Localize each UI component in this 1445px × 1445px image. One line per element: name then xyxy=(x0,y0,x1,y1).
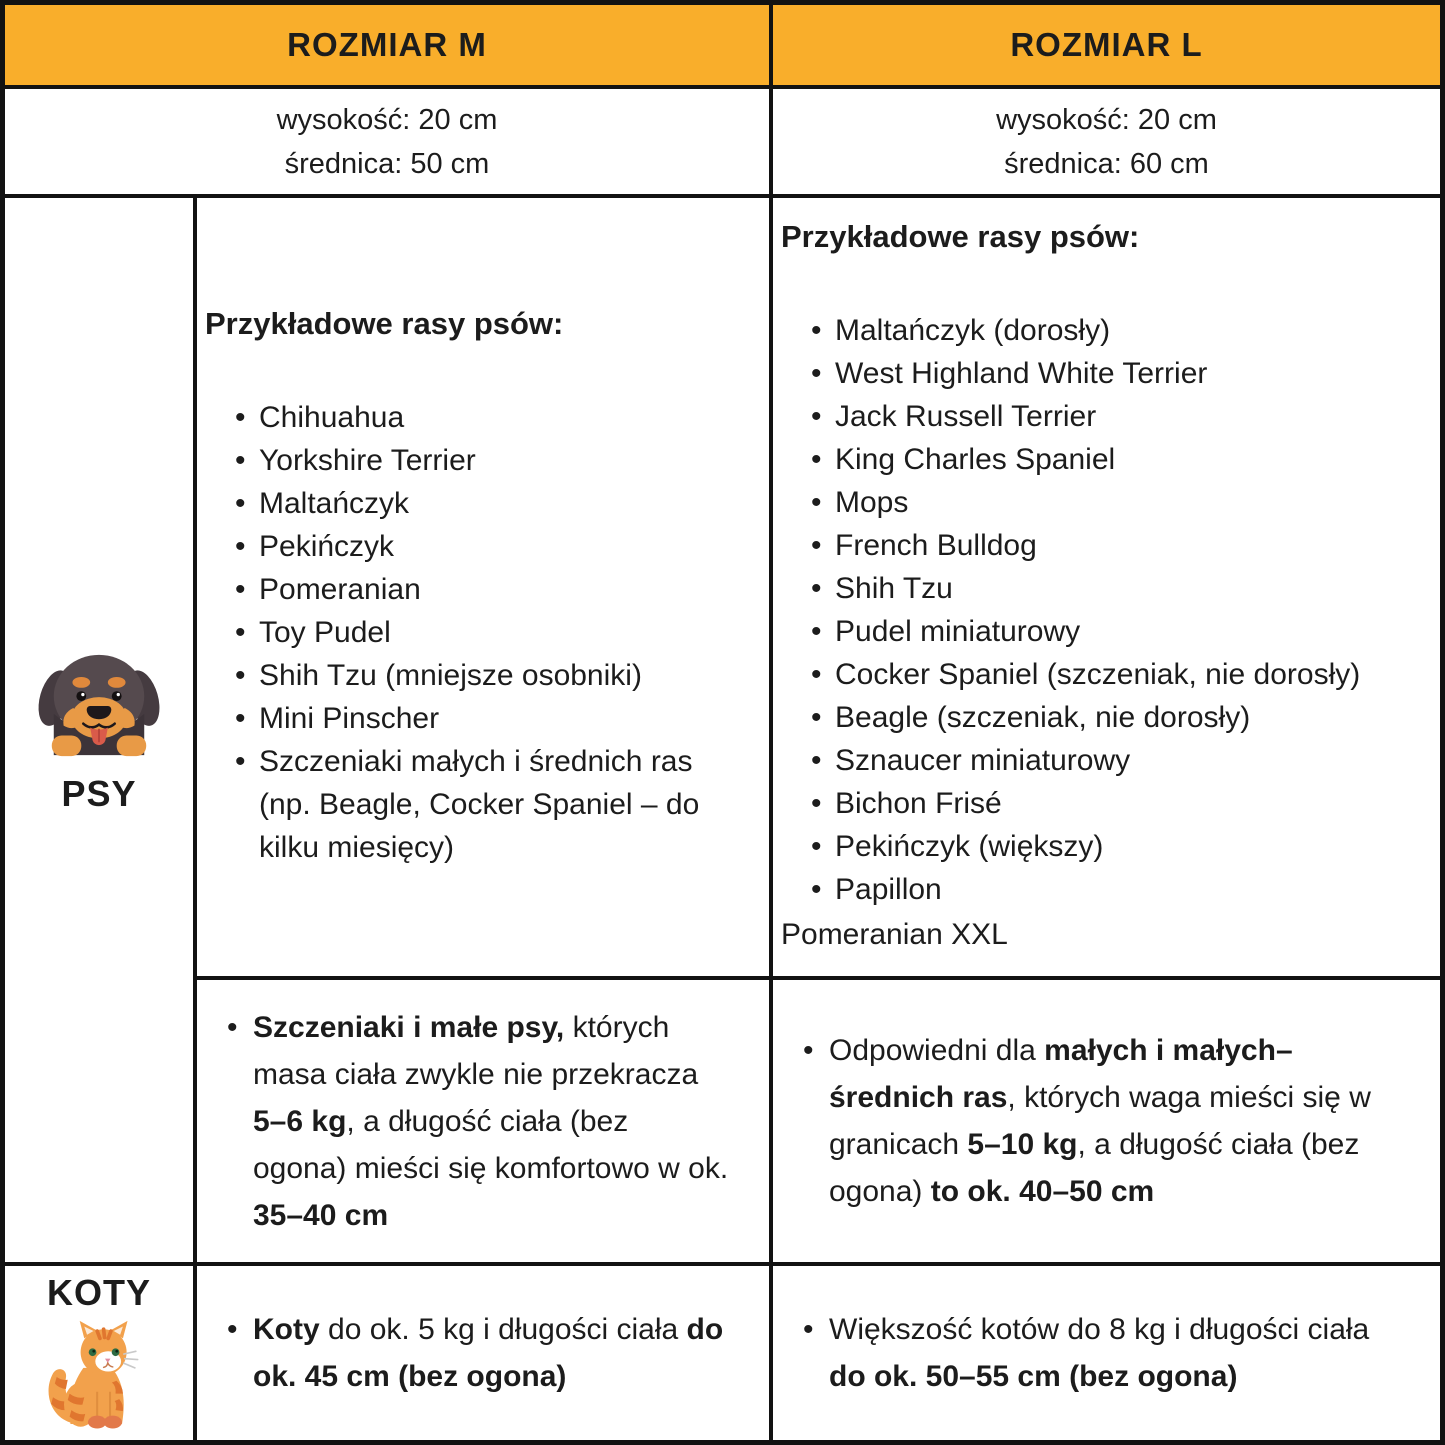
breed-list-item: • Toy Pudel xyxy=(233,611,745,654)
dimension-diameter-m: średnica: 50 cm xyxy=(284,147,490,180)
text-segment: 35–40 cm xyxy=(253,1198,389,1232)
fit-note-m-cell xyxy=(197,980,769,1262)
dimensions-l xyxy=(773,89,1440,194)
text-segment: Szczeniaki i małe psy, xyxy=(253,1010,565,1044)
cats-note-l-cell xyxy=(773,1266,1440,1440)
cats-note-m xyxy=(197,1306,729,1400)
breed-list-item: • Chihuahua xyxy=(233,396,745,439)
breed-list-item: • Beagle (szczeniak, nie dorosły) xyxy=(809,696,1416,739)
breed-list-item: • Mini Pinscher xyxy=(233,697,745,740)
dogs-row-label-cell xyxy=(5,198,193,1262)
text-segment: , których waga mieści się w granicach xyxy=(829,1081,1371,1161)
text-segment: Odpowiedni dla xyxy=(829,1034,1045,1067)
cats-note-m-cell xyxy=(197,1266,769,1440)
dimension-height-m: wysokość: 20 cm xyxy=(276,103,498,136)
breed-list-item: • Shih Tzu xyxy=(809,567,1416,610)
breed-list-item: • Pekińczyk (większy) xyxy=(809,825,1416,868)
breed-list-item: • Maltańczyk (dorosły) xyxy=(809,309,1416,352)
header-rozmiar-m xyxy=(5,5,769,85)
breed-list-item: • King Charles Spaniel xyxy=(809,438,1416,481)
text-segment: których masa ciała zwykle nie przekracza xyxy=(253,1010,699,1091)
text-segment: to ok. 40–50 cm xyxy=(930,1175,1155,1208)
cats-row-label: KOTY xyxy=(46,1271,151,1313)
breeds-list-l xyxy=(781,309,1416,911)
breeds-heading-l: Przykładowe rasy psów: xyxy=(781,218,1140,254)
text-segment: 5–6 kg xyxy=(253,1104,347,1138)
text-segment: , a długość ciała (bez ogona) mieści się komfortowo w ok. xyxy=(253,1104,729,1185)
header-rozmiar-l xyxy=(773,5,1440,85)
breed-list-item: • Papillon xyxy=(809,868,1416,911)
text-segment: do ok. 45 cm (bez ogona) xyxy=(253,1313,724,1393)
breeds-heading-m: Przykładowe rasy psów: xyxy=(205,305,564,341)
cats-note-l xyxy=(773,1306,1400,1400)
cats-row-label-cell xyxy=(5,1266,193,1440)
breed-list-item: • Yorkshire Terrier xyxy=(233,439,745,482)
breed-list-item: • Szczeniaki małych i średnich ras (np. Beagle, Cocker Spaniel – do kilku miesięcy) xyxy=(233,740,745,869)
dimension-height-l: wysokość: 20 cm xyxy=(996,103,1217,136)
breeds-l-cell xyxy=(773,198,1440,976)
fit-note-l xyxy=(773,1027,1400,1215)
breed-list-item: • Bichon Frisé xyxy=(809,782,1416,825)
breed-list-item: • Maltańczyk xyxy=(233,482,745,525)
header-rozmiar-l-label: ROZMIAR L xyxy=(1010,26,1203,63)
text-segment: Większość kotów do 8 kg i długości ciała xyxy=(829,1313,1370,1346)
breeds-list-m xyxy=(205,396,745,869)
text-segment: do ok. 5 kg i długości ciała xyxy=(319,1313,687,1346)
fit-note-l-cell xyxy=(773,980,1440,1262)
breed-list-item: • Sznaucer miniaturowy xyxy=(809,739,1416,782)
fit-note-m xyxy=(197,1004,729,1239)
rottweiler-puppy-icon xyxy=(29,645,169,763)
breed-list-item: • West Highland White Terrier xyxy=(809,352,1416,395)
breed-list-item: • Pekińczyk xyxy=(233,525,745,568)
header-rozmiar-m-label: ROZMIAR M xyxy=(287,26,487,63)
text-segment: Koty xyxy=(253,1313,320,1346)
breed-list-item: • Pudel miniaturowy xyxy=(809,610,1416,653)
dogs-row-label: PSY xyxy=(61,773,137,814)
breed-list-item: • Pomeranian xyxy=(233,568,745,611)
text-segment: , a długość ciała (bez ogona) xyxy=(829,1128,1360,1208)
breed-list-item: • French Bulldog xyxy=(809,524,1416,567)
dimensions-m xyxy=(5,89,769,194)
dimension-diameter-l: średnica: 60 cm xyxy=(1004,147,1209,180)
breeds-m-cell xyxy=(197,198,769,976)
text-segment: do ok. 50–55 cm (bez ogona) xyxy=(829,1360,1238,1393)
orange-tabby-cat-icon xyxy=(39,1320,159,1435)
breed-list-item: • Jack Russell Terrier xyxy=(809,395,1416,438)
breeds-footer-l: Pomeranian XXL xyxy=(781,917,1008,951)
breed-list-item: • Cocker Spaniel (szczeniak, nie dorosły) xyxy=(809,653,1416,696)
text-segment: małych i małych–średnich ras xyxy=(829,1034,1293,1114)
breed-list-item: • Shih Tzu (mniejsze osobniki) xyxy=(233,654,745,697)
breed-list-item: • Mops xyxy=(809,481,1416,524)
text-segment: 5–10 kg xyxy=(967,1128,1078,1161)
